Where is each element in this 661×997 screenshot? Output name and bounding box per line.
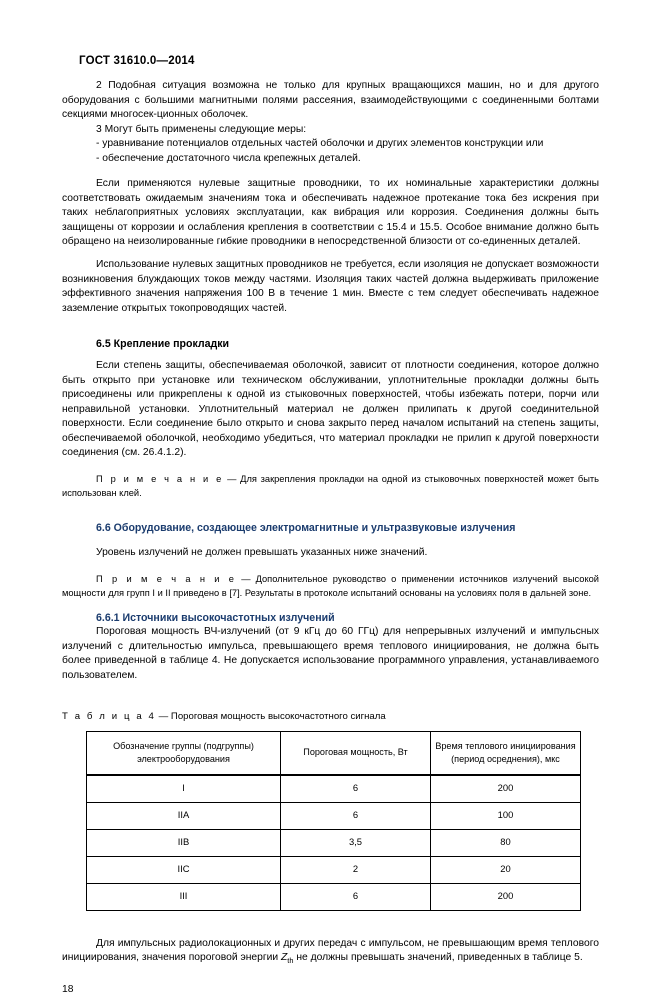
heading-6-5: 6.5 Крепление прокладки (96, 338, 230, 351)
spacer (62, 535, 599, 546)
note-gasket (62, 472, 599, 500)
cell-time: 20 (431, 856, 581, 883)
paragraph-protective-conductors: Если применяются нулевые защитные проводники, то их номинальные характеристики должны соответствовать ожидаемым значениям тока и обеспечивать надежное протекание тока без искрения при таких неблагоприятных условиях эксплуатации, как вибрация или коррозия. Соединения должны быть защищены от коррозии и ослабления крепления в соответствии с 15.4 и 15.5. Особое внимание должно быть обращено на неизолированные гибкие проводники в непосредственной близости от со-единенных деталей. (62, 178, 599, 248)
note-radiation (62, 572, 599, 600)
cell-group: IIA (87, 802, 281, 829)
spacer (62, 68, 599, 79)
note-label: П р и м е ч а н и е (96, 474, 224, 485)
note-text: Дополнительное руководство о применении источников излучений высокой мощности для групп I и II приведено в [7]. Результаты в протоколе испытаний основаны на условиях поля в дальней зоне. (62, 573, 599, 599)
page-number: 18 (62, 983, 74, 995)
note-item-2: 2 Подобная ситуация возможна не только для крупных вращающихся машин, но и для другого оборудования с большими магнитными полями рассеяния, взаимодействующими с соединенными болтами секциями многосек-ционных оболочек. (62, 80, 599, 121)
cell-power: 6 (281, 883, 431, 910)
paragraph-insulation: Использование нулевых защитных проводников не требуется, если изоляция не допускает возможности возникновения блуждающих токов между частями. Изоляция таких частей должна выдерживать приложение эффективного значения напряжения 100 В в течение 1 мин. Вместе с тем следует обеспечивать надежное заземление открытых токопроводящих частей. (62, 259, 599, 314)
cell-power: 2 (281, 856, 431, 883)
cell-group: III (87, 883, 281, 910)
cell-time: 100 (431, 802, 581, 829)
spacer (62, 351, 599, 359)
table-header-row (87, 731, 581, 775)
paragraph-hf-sources: Пороговая мощность ВЧ-излучений (от 9 кГц до 60 ГГц) для непрерывных излучений и импульсных излучений с длительностью импульса, превышающего время теплового инициирования, не должна быть более приведенной в таблице 4. Не допускается использование программного управления, устанавливаемого пользователем. (62, 626, 599, 682)
spacer (62, 561, 599, 572)
spacer (62, 600, 599, 611)
cell-power: 6 (281, 802, 431, 829)
spacer (62, 723, 599, 731)
table-column-header-group: Обозначение группы (подгруппы) электрооборудования (87, 731, 281, 775)
table-row (87, 829, 581, 856)
note-item-3: 3 Могут быть применены следующие меры: (96, 123, 307, 135)
energy-symbol-subscript: th (287, 956, 294, 966)
cell-time: 200 (431, 883, 581, 910)
spacer (62, 911, 599, 937)
spacer (62, 500, 599, 521)
page-content (62, 0, 599, 997)
paragraph-text-after-symbol: не должны превышать значений, приведенных в таблице 5. (293, 952, 583, 964)
note-text: Для закрепления прокладки на одной из стыковочных поверхностей может быть использован клей. (62, 474, 599, 499)
table-header (87, 731, 581, 775)
note-dash: — (223, 474, 241, 485)
table-row (87, 883, 581, 910)
table-column-header-time: Время теплового инициирования (период осреднения), мкс (431, 731, 581, 775)
spacer (62, 316, 599, 337)
note-dash-item-1: - уравнивание потенциалов отдельных частей оболочки и других элементов конструкции или (96, 138, 544, 150)
cell-time: 200 (431, 775, 581, 803)
paragraph-pulsed-radar (62, 937, 599, 969)
note-dash-item-2: - обеспечение достаточного числа крепежных деталей. (96, 152, 361, 164)
paragraph-radiation-level: Уровень излучений не должен превышать указанных ниже значений. (96, 547, 428, 559)
table-caption-title: Пороговая мощность высокочастотного сигнала (170, 710, 386, 722)
table-caption (62, 710, 599, 723)
paragraph-text-before-symbol: Для импульсных радиолокационных и других передач с импульсом, не превышающим время теплового инициирования, значения пороговой энергии (62, 937, 599, 964)
paragraph-gasket-retention: Если степень защиты, обеспечиваемая оболочкой, зависит от плотности соединения, которое должно быть открыто при установке или техническом обслуживании, уплотнительные прокладки должны быть присоединены или прикреплены к одной из стыковочных поверхностей, чтобы избежать потери, порчи или неправильной установки. Уплотнительный материал не должен прилипать к другой соединительной поверхности. Если соединение было открыто и снова закрыто перед началом испытаний на степень защиты, обеспечиваемой оболочкой, необходимо убедиться, что материал прокладки не прилип к другой поверхности соединения (см. 26.4.1.2). (62, 360, 599, 459)
spacer (62, 684, 599, 710)
note-dash: — (236, 573, 256, 584)
heading-6-6: 6.6 Оборудование, создающее электромагнитные и ультразвуковые излучения (96, 522, 516, 535)
heading-6-6-1: 6.6.1 Источники высокочастотных излучений (96, 612, 335, 625)
table-caption-dash: — (155, 710, 171, 722)
document-header: ГОСТ 31610.0—2014 (79, 55, 195, 67)
table-body (87, 775, 581, 911)
table-row (87, 802, 581, 829)
table-caption-label: Т а б л и ц а 4 (62, 710, 156, 722)
energy-symbol: Z (280, 952, 288, 964)
cell-power: 3,5 (281, 829, 431, 856)
cell-group: IIC (87, 856, 281, 883)
note-label: П р и м е ч а н и е (96, 573, 237, 584)
table-row (87, 775, 581, 803)
spacer (62, 461, 599, 472)
cell-time: 80 (431, 829, 581, 856)
spacer (62, 969, 599, 983)
spacer (62, 250, 599, 258)
cell-group: IIB (87, 829, 281, 856)
spacer (62, 166, 599, 177)
cell-group: I (87, 775, 281, 803)
table-row (87, 856, 581, 883)
threshold-power-table (86, 731, 581, 911)
cell-power: 6 (281, 775, 431, 803)
table-column-header-power: Пороговая мощность, Вт (281, 731, 431, 775)
